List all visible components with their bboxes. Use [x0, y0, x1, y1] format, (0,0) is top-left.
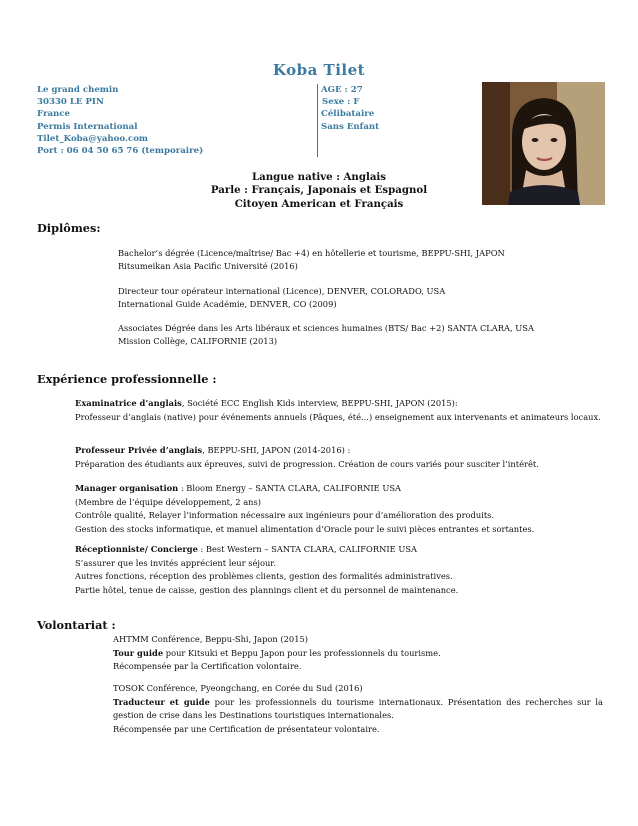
volunteer-role: Traducteur et guide — [113, 696, 210, 707]
job-title: Manager organisation — [75, 483, 179, 493]
header-divider — [317, 84, 318, 157]
job-employer: , BEPPU-SHI, JAPON (2014-2016) : — [202, 445, 351, 455]
volunteering-heading: Volontariat : — [37, 618, 116, 632]
citizenship: Citoyen American et Français — [234, 197, 404, 210]
marital-status: Célibataire — [321, 109, 375, 120]
contact-left — [37, 84, 203, 157]
job-detail: (Membre de l’équipe développement, 2 ans) — [75, 496, 261, 507]
country: France — [37, 109, 70, 120]
spoken-languages: Parle : Français, Japonais et Espagnol — [210, 184, 428, 197]
email: Tilet_Koba@yahoo.com — [37, 133, 149, 144]
job-title: Examinatrice d’anglais — [75, 398, 182, 408]
volunteer-event: TOSOK Conférence, Pyeongchang, en Corée du Sud (2016) — [113, 683, 363, 693]
job-detail: S’assurer que les invités apprécient leur séjour. — [75, 557, 276, 568]
sex: Sexe : F — [322, 97, 360, 108]
job-detail: Professeur d’anglais (native) pour événements annuels (Pâques, été...) enseignement aux intervenants et animateurs locaux. — [75, 411, 601, 422]
job-detail: Autres fonctions, réception des problèmes clients, gestion des formalités administratives. — [75, 571, 453, 582]
diploma-title: Associates Dégrée dans les Arts libéraux et sciences humaines (BTS/ Bac +2) SANTA CLARA, USA — [118, 323, 534, 333]
diploma-title: Bachelor’s dégrée (Licence/maîtrise/ Bac +4) en hôtellerie et tourisme, BEPPU-SHI, JAPON — [118, 248, 505, 258]
volunteer-event: AHTMM Conférence, Beppu-Shi, Japon (2015) — [113, 634, 308, 644]
postal-city: 30330 LE PIN — [37, 97, 104, 108]
diploma-item — [118, 285, 445, 312]
license: Permis International — [37, 121, 138, 132]
diplomas-heading: Diplômes: — [37, 221, 101, 235]
job-detail: Gestion des stocks informatique, et manuel alimentation d’Oracle pour le suivi pièces entrantes et sortantes. — [75, 523, 535, 534]
diploma-school: Ritsumeikan Asia Pacific Université (2016) — [118, 261, 298, 272]
diploma-item — [118, 247, 505, 274]
job-employer: : Best Western – SANTA CLARA, CALIFORNIE USA — [197, 544, 418, 554]
volunteer-desc: pour Kitsuki et Beppu Japon pour les professionnels du tourisme. — [163, 647, 441, 658]
job-detail: Partie hôtel, tenue de caisse, gestion des plannings client et du personnel de maintenance. — [75, 584, 459, 595]
diploma-school: Mission Collège, CALIFORNIE (2013) — [118, 336, 278, 347]
volunteer-role: Tour guide — [113, 647, 164, 658]
volunteer-item — [113, 633, 603, 674]
languages-block — [0, 171, 638, 211]
contact-right — [321, 84, 379, 133]
volunteer-desc: pour les professionnels du tourisme internationaux. Présentation des recherches sur la gestion de crise dans les Destinations touristiques internationales. — [113, 696, 603, 721]
experience-item — [75, 482, 603, 536]
diploma-title: Directeur tour opérateur international (Licence), DENVER, COLORADO, USA — [118, 286, 446, 296]
volunteer-item — [113, 682, 603, 736]
job-employer: , Société ECC English Kids interview, BEPPU-SHI, JAPON (2015): — [181, 398, 458, 408]
job-employer: : Bloom Energy – SANTA CLARA, CALIFORNIE USA — [178, 483, 402, 493]
job-title: Professeur Privée d’anglais — [75, 445, 203, 455]
age: AGE : 27 — [321, 85, 363, 95]
candidate-name: Koba Tilet — [272, 61, 366, 79]
job-title: Réceptionniste/ Concierge — [75, 544, 198, 554]
experience-heading: Expérience professionnelle : — [37, 372, 217, 386]
volunteer-award: Récompensée par la Certification volontaire. — [113, 661, 302, 672]
volunteer-award: Récompensée par une Certification de présentateur volontaire. — [113, 723, 380, 734]
phone: Port : 06 04 50 65 76 (temporaire) — [37, 146, 204, 157]
job-detail: Préparation des étudiants aux épreuves, suivi de progression. Création de cours variés pour susciter l’intérêt. — [75, 458, 539, 469]
children: Sans Enfant — [321, 121, 380, 132]
address-line: Le grand chemin — [37, 85, 119, 95]
experience-item — [75, 444, 603, 471]
experience-item — [75, 543, 603, 597]
experience-item — [75, 397, 603, 424]
diploma-item — [118, 322, 534, 349]
diploma-school: International Guide Académie, DENVER, CO (2009) — [118, 299, 337, 310]
job-detail: Contrôle qualité, Relayer l’information nécessaire aux ingénieurs pour d’amélioration des produits. — [75, 510, 495, 521]
native-language: Langue native : Anglais — [251, 171, 387, 183]
